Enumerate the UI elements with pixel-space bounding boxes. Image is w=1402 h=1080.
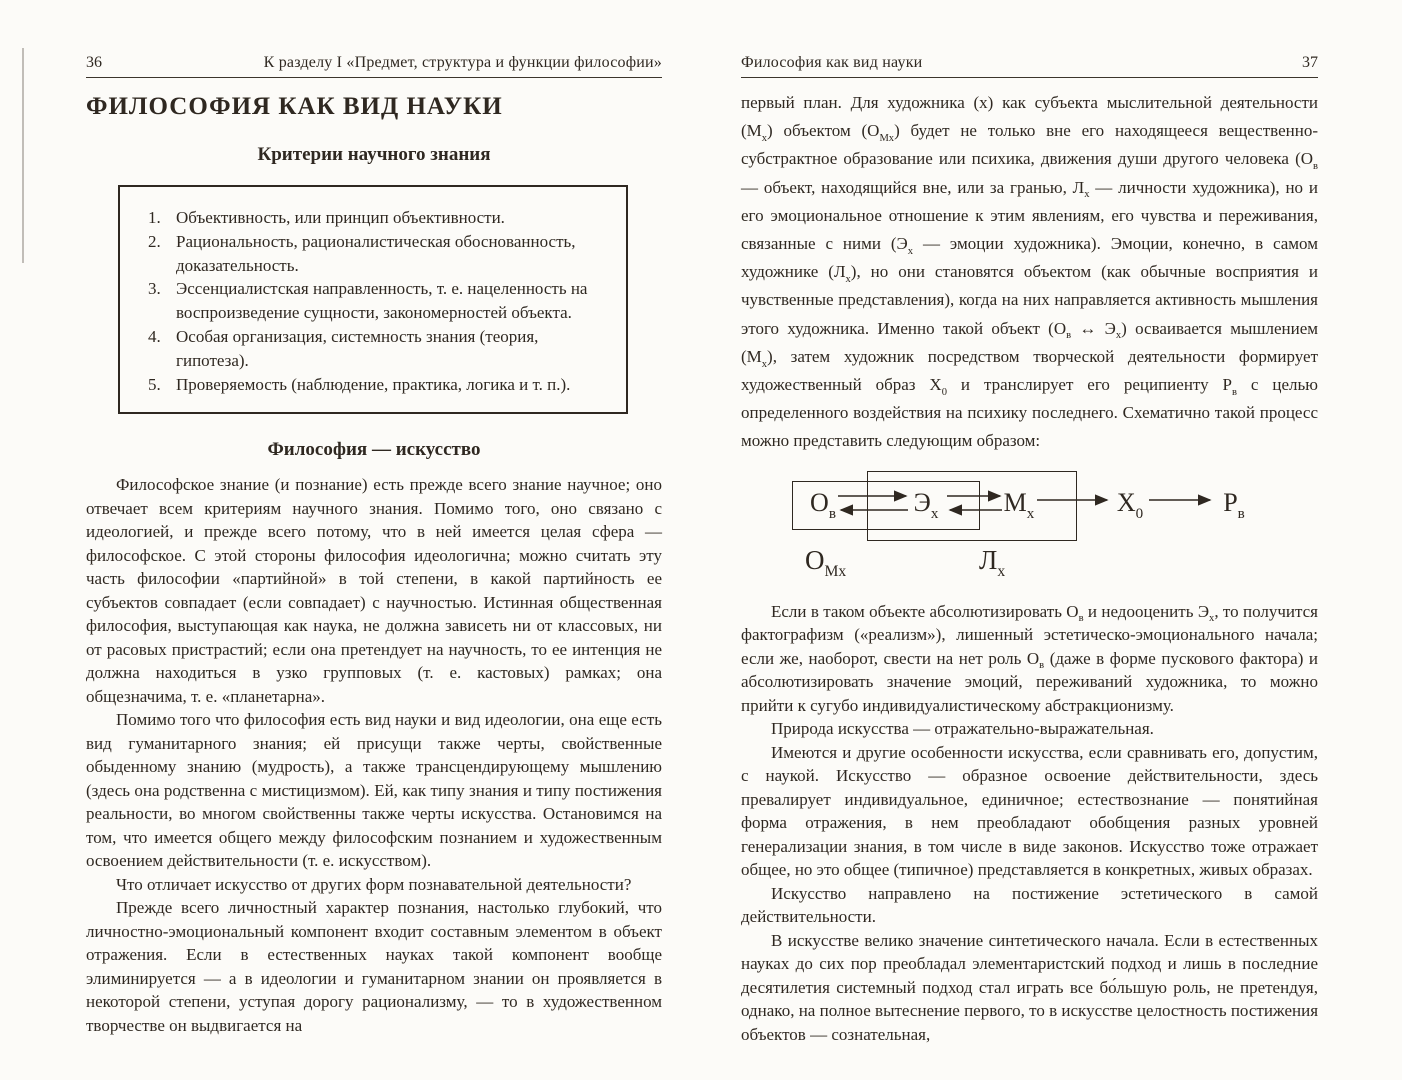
criteria-item — [148, 230, 612, 278]
running-head-left: К разделу I «Предмет, структура и функции философии» — [263, 54, 662, 71]
item-number: 4. — [148, 326, 161, 346]
criteria-item — [148, 325, 612, 373]
criteria-box — [118, 185, 628, 414]
paragraph: Прежде всего личностный характер познания, настолько глубокий, что личностно-эмоциональный компонент входит составным элементом в объект отражения. Если в естественных науках такой компонент вообще элиминируется — а в идеологии и гуманитарном знании он проявляется в некоторой степени, уступая дорогу рационализму, — то в художественном творчестве он выдвигается на — [86, 898, 662, 1035]
diagram-label-lx: $Л_х$ — [979, 544, 1006, 581]
page-number-right: 37 — [1302, 54, 1318, 71]
running-head-right: Философия как вид науки — [741, 54, 923, 71]
paragraph: Если в таком объекте абсолютизировать $О_в$ и недооценить $Э_х$, то получится фактографизм («реализм»), лишенный эстетическо-эмоционального начала; если же, наоборот, свести на нет роль $О_в$ (даже в форме пускового фактора) и абсолютизировать значение эмоций, переживаний художника, то можно прийти к сугубо индивидуалистическому абстракционизму. — [741, 601, 1318, 715]
item-number: 1. — [148, 208, 161, 227]
node-subscript: х — [1026, 506, 1035, 523]
label-subscript: х — [997, 563, 1006, 581]
diagram-node-ex: $Э_х$ — [913, 487, 939, 523]
paragraph: Природа искусства — отражательно-выражательная. — [771, 719, 1154, 739]
process-diagram — [783, 469, 1263, 583]
item-number: 3. — [148, 279, 161, 299]
diagram-arrows — [783, 469, 1263, 583]
left-page — [86, 50, 662, 1037]
criteria-subtitle: Критерии научного знания — [257, 144, 491, 165]
diagram-label-omx: $О_{Мх}$ — [805, 544, 847, 581]
label-subscript: Мх — [824, 563, 847, 581]
item-number: 5. — [148, 374, 161, 394]
diagram-node-x0: $Х_0$ — [1116, 487, 1144, 523]
section-heading: Философия — искусство — [267, 439, 481, 461]
diagram-node-mx: $М_х$ — [1003, 487, 1035, 523]
paragraph: Философское знание (и познание) есть прежде всего знание научное; оно отвечает всем критериям научного знания. Помимо того, оно связано с идеологией, и прежде всего потому, что в ней имеется целая сфера — философское. С этой стороны философия идеологична; можно считать эту часть философии «партийной» в той степени, в какой партийность ее субъектов совпадает (если совпадает) с научностью. Истинная общественная философия, выступающая как наука, не должна зависеть ни от классовых, ни от расовых пристрастий; если она претендует на научность, то ее интенция не должна находиться в узко групповых (т. е. кастовых) рамках; она общезначима, т. е. «планетарна». — [86, 475, 662, 706]
item-text: Объективность, или принцип объективности. — [176, 208, 505, 227]
criteria-item — [148, 373, 612, 397]
paragraph: В искусстве велико значение синтетического начала. Если в естественных науках до сих пор преобладал элементаристский подход и лишь в последние десятилетия системный подход стал играть все бо́льшую роль, не претендуя, однако, на полное вытеснение первого, то в искусстве целостность постижения объектов — сознательная, — [741, 930, 1319, 1044]
item-number: 2. — [148, 231, 161, 251]
item-text: Проверяемость (наблюдение, практика, логика и т. п.). — [176, 374, 571, 394]
paragraph: Что отличает искусство от других форм познавательной деятельности? — [116, 874, 632, 894]
node-subscript: в — [828, 506, 836, 523]
node-subscript: х — [930, 506, 939, 523]
paragraph: Имеются и другие особенности искусства, если сравнивать его, допустим, с наукой. Искусство — образное освоение действительности, здесь превалирует индивидуальное, единичное; естествознание — понятийная форма отражения, в нем преобладают обобщения разных уровней генерализации знания, в том числе в виде законов. Искусство тоже отражает общее, но это общее (типичное) представляется в конкретных, живых образах. — [741, 742, 1318, 880]
item-text: Рациональность, рационалистическая обоснованность, доказательность. — [176, 231, 576, 275]
diagram-node-ov: $О_в$ — [810, 487, 836, 523]
left-running-head-row — [86, 50, 662, 78]
criteria-item — [148, 277, 612, 325]
right-running-head-row — [741, 50, 1318, 78]
diagram-node-rv: $Р_в$ — [1223, 487, 1245, 523]
paragraph: первый план. Для художника (х) как субъекта мыслительной деятельности $(М_х)$ объектом $(О_{Мх})$ будет не только вне его находящееся вещественно-субстрактное образование или психика, движения души другого человека ($О_в$ — объект, находящийся вне, или за гранью, $Л_х$ — личности художника), но и его эмоциональное отношение к этим явлениям, его чувства и переживания, связанные с ними ($Э_х$ — эмоции художника). Эмоции, конечно, в самом художнике $(Л_х)$, но они становятся объектом (как обычные восприятия и чувственные представления), когда на них направляется активность мышления этого художника. Именно такой объект ($О_в$ ↔ $Э_х$) осваивается мышлением $(М_х)$, затем художник посредством творческой деятельности формирует художественный образ $Х_0$ и транслирует его реципиенту $Р_в$ с целью определенного воздействия на психику последнего. Схематично такой процесс можно представить следующим образом: — [741, 93, 1318, 451]
node-subscript: 0 — [1135, 506, 1144, 523]
page-number-left: 36 — [86, 54, 102, 71]
node-subscript: в — [1237, 506, 1245, 523]
criteria-item — [148, 206, 612, 230]
item-text: Эссенциалистская направленность, т. е. нацеленность на воспроизведение сущности, закономерностей объекта. — [176, 279, 588, 323]
paragraph: Искусство направлено на постижение эстетического в самой действительности. — [741, 883, 1318, 927]
paragraph: Помимо того что философия есть вид науки и вид идеологии, она еще есть вид гуманитарного знания; ей присущи также черты, свойственные обыденному знанию (мудрость), а также трансцендирующему мышлению (здесь она родственна с мистицизмом). Ей, как типу знания и типу постижения реальности, во многом свойственны также черты искусства. Остановимся на том, что имеется общего между философским познанием и художественным освоением действительности (т. е. искусством). — [86, 710, 662, 871]
item-text: Особая организация, системность знания (теория, гипотеза). — [176, 326, 539, 370]
scan-edge-artifact — [22, 48, 24, 263]
chapter-title: ФИЛОСОФИЯ КАК ВИД НАУКИ — [86, 93, 503, 120]
right-page — [741, 50, 1318, 1046]
